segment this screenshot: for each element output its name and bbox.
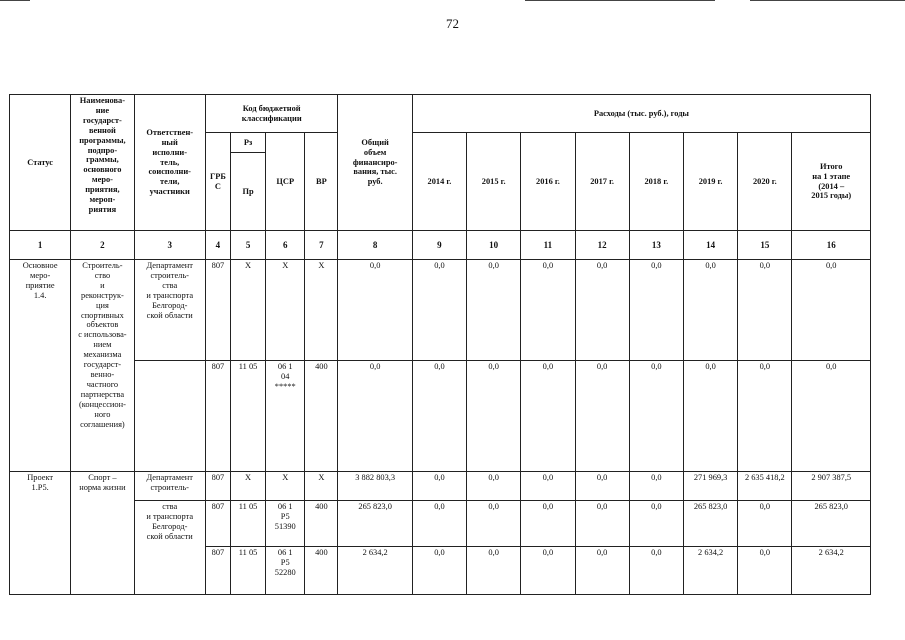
year-cell: 0,0	[467, 472, 521, 501]
header-stage-total: Итого на 1 этапе (2014 – 2015 годы)	[792, 133, 871, 231]
rzpr-cell: Х	[230, 472, 265, 501]
name-cell: Спорт – норма жизни	[71, 472, 134, 595]
column-number: 6	[266, 231, 305, 260]
header-year: 2015 г.	[467, 133, 521, 231]
column-number: 16	[792, 231, 871, 260]
csr-cell: Х	[266, 472, 305, 501]
column-number-row	[10, 231, 871, 260]
header-rz: Рз	[230, 133, 265, 153]
column-number: 9	[412, 231, 466, 260]
status-cell: Проект 1.Р5.	[10, 472, 71, 595]
column-number: 4	[205, 231, 230, 260]
header-year: 2020 г.	[738, 133, 792, 231]
header-status: Статус	[10, 95, 71, 231]
year-cell: 0,0	[412, 472, 466, 501]
budget-table	[9, 94, 871, 595]
header-budget-code: Код бюджетной классификации	[205, 95, 338, 133]
year-cell: 0,0	[629, 501, 683, 547]
rzpr-cell: 11 05	[230, 501, 265, 547]
stage-total-cell: 0,0	[792, 361, 871, 472]
column-number: 8	[338, 231, 412, 260]
rzpr-cell: Х	[230, 260, 265, 361]
year-cell: 0,0	[738, 547, 792, 595]
csr-cell: Х	[266, 260, 305, 361]
header-total: Общий объем финансиро- вания, тыс. руб.	[338, 95, 412, 231]
header-year: 2019 г.	[683, 133, 737, 231]
year-cell: 0,0	[629, 547, 683, 595]
rzpr-cell: 11 05	[230, 361, 265, 472]
vr-cell: Х	[305, 472, 338, 501]
year-cell: 0,0	[629, 472, 683, 501]
year-cell: 0,0	[467, 260, 521, 361]
total-cell: 2 634,2	[338, 547, 412, 595]
table-row	[10, 260, 871, 361]
year-cell: 265 823,0	[683, 501, 737, 547]
year-cell: 0,0	[738, 501, 792, 547]
executor-cell: Департамент строитель- ства и транспорта Белгород- ской области	[134, 260, 205, 361]
year-cell: 0,0	[738, 361, 792, 472]
year-cell: 0,0	[412, 547, 466, 595]
year-cell: 2 634,2	[683, 547, 737, 595]
executor-cell	[134, 361, 205, 472]
year-cell: 0,0	[521, 547, 575, 595]
name-cell: Строитель- ство и реконструк- ция спортивных объектов с использова- нием механизма государст- венно- частного партнерства (концессион- ного соглашения)	[71, 260, 134, 472]
column-number: 12	[575, 231, 629, 260]
year-cell: 0,0	[467, 501, 521, 547]
header-vr: ВР	[305, 133, 338, 231]
column-number: 14	[683, 231, 737, 260]
table-row	[10, 361, 871, 472]
year-cell: 0,0	[575, 361, 629, 472]
csr-cell: 06 1 Р5 51390	[266, 501, 305, 547]
column-number: 10	[467, 231, 521, 260]
top-edge-line	[750, 0, 905, 1]
header-year: 2018 г.	[629, 133, 683, 231]
rzpr-cell: 11 05	[230, 547, 265, 595]
csr-cell: 06 1 04 *****	[266, 361, 305, 472]
header-csr: ЦСР	[266, 133, 305, 231]
year-cell: 0,0	[467, 361, 521, 472]
column-number: 2	[71, 231, 134, 260]
year-cell: 0,0	[412, 260, 466, 361]
total-cell: 265 823,0	[338, 501, 412, 547]
top-edge-line	[0, 0, 30, 1]
column-number: 15	[738, 231, 792, 260]
grbs-cell: 807	[205, 472, 230, 501]
header-row	[10, 95, 871, 133]
column-number: 5	[230, 231, 265, 260]
column-number: 1	[10, 231, 71, 260]
header-pr: Пр	[230, 153, 265, 231]
stage-total-cell: 0,0	[792, 260, 871, 361]
year-cell: 0,0	[629, 361, 683, 472]
total-cell: 3 882 803,3	[338, 472, 412, 501]
table-row	[10, 472, 871, 501]
column-number: 13	[629, 231, 683, 260]
column-number: 7	[305, 231, 338, 260]
vr-cell: 400	[305, 501, 338, 547]
year-cell: 271 969,3	[683, 472, 737, 501]
executor-cell: Департамент строитель-	[134, 472, 205, 501]
stage-total-cell: 265 823,0	[792, 501, 871, 547]
grbs-cell: 807	[205, 260, 230, 361]
year-cell: 0,0	[575, 501, 629, 547]
grbs-cell: 807	[205, 361, 230, 472]
header-name: Наименова- ние государст- венной программы, подпро- граммы, основного меро- приятия, мероп- риятия	[71, 95, 134, 231]
year-cell: 0,0	[575, 547, 629, 595]
year-cell: 0,0	[629, 260, 683, 361]
vr-cell: 400	[305, 547, 338, 595]
year-cell: 0,0	[575, 472, 629, 501]
executor-cell: ства и транспорта Белгород- ской области	[134, 501, 205, 595]
status-cell: Основное меро- приятие 1.4.	[10, 260, 71, 472]
header-year: 2016 г.	[521, 133, 575, 231]
year-cell: 0,0	[738, 260, 792, 361]
header-executor: Ответствен- ный исполни- тель, соисполни- тели, участники	[134, 95, 205, 231]
top-edge-line	[525, 0, 715, 1]
total-cell: 0,0	[338, 260, 412, 361]
year-cell: 0,0	[521, 501, 575, 547]
header-expenses: Расходы (тыс. руб.), годы	[412, 95, 870, 133]
page-number: 72	[446, 16, 459, 31]
year-cell: 0,0	[467, 547, 521, 595]
table-row	[10, 501, 871, 547]
stage-total-cell: 2 907 387,5	[792, 472, 871, 501]
vr-cell: 400	[305, 361, 338, 472]
year-cell: 0,0	[683, 260, 737, 361]
header-grbs: ГРБ С	[205, 133, 230, 231]
year-cell: 0,0	[575, 260, 629, 361]
year-cell: 0,0	[412, 501, 466, 547]
column-number: 11	[521, 231, 575, 260]
year-cell: 2 635 418,2	[738, 472, 792, 501]
header-year: 2014 г.	[412, 133, 466, 231]
column-number: 3	[134, 231, 205, 260]
header-year: 2017 г.	[575, 133, 629, 231]
grbs-cell: 807	[205, 547, 230, 595]
year-cell: 0,0	[521, 361, 575, 472]
year-cell: 0,0	[683, 361, 737, 472]
year-cell: 0,0	[521, 260, 575, 361]
year-cell: 0,0	[412, 361, 466, 472]
vr-cell: Х	[305, 260, 338, 361]
grbs-cell: 807	[205, 501, 230, 547]
year-cell: 0,0	[521, 472, 575, 501]
stage-total-cell: 2 634,2	[792, 547, 871, 595]
total-cell: 0,0	[338, 361, 412, 472]
csr-cell: 06 1 Р5 52280	[266, 547, 305, 595]
